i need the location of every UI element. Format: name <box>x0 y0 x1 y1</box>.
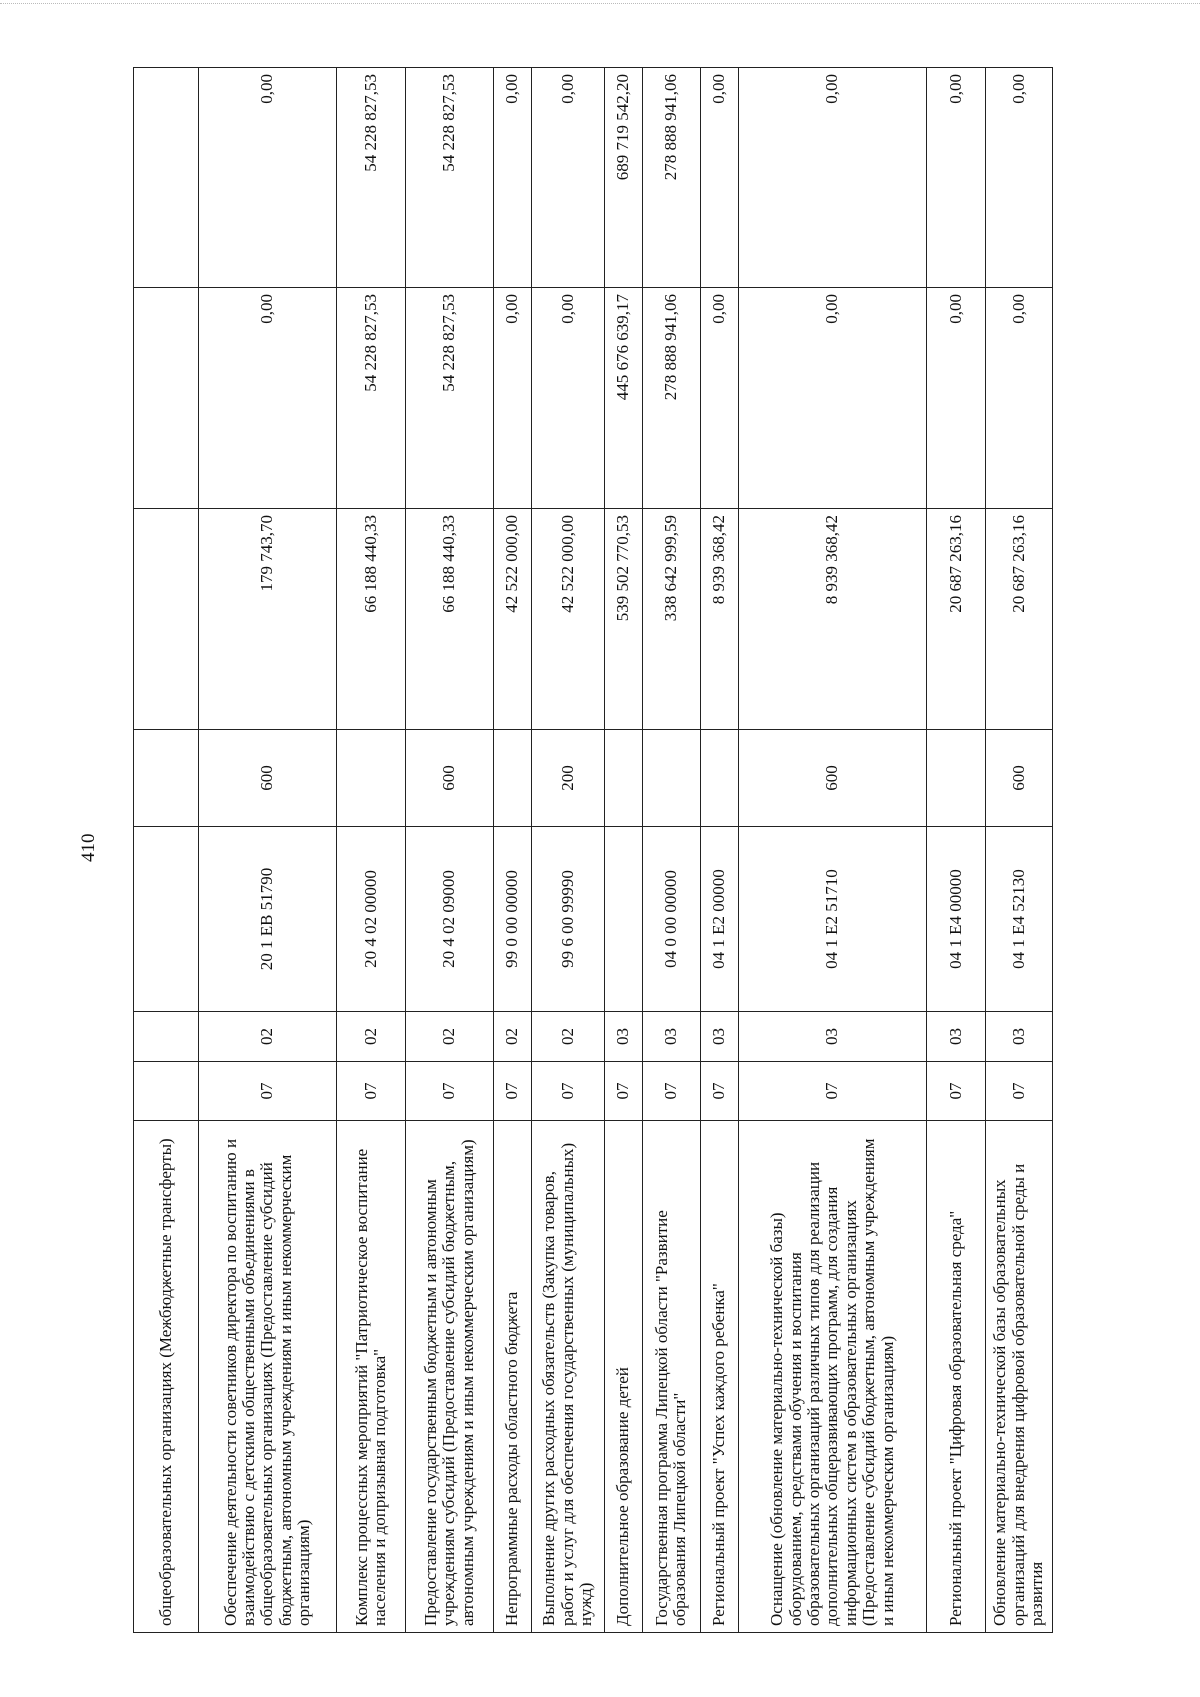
row-name-cell: Предоставление государственным бюджетным и автономным учреждениям субсидий (Предоставление субсидий бюджетным, автономным учреждениям и иным некоммерческим организациям) <box>406 1121 494 1633</box>
row-section-cell: 07 <box>701 1062 739 1121</box>
table-row <box>198 68 336 1633</box>
row-amount-year2-cell: 0,00 <box>985 288 1052 509</box>
table-row <box>642 68 701 1633</box>
row-amount-year3-cell: 689 719 542,20 <box>604 68 642 288</box>
row-expense-type-cell: 200 <box>531 730 604 827</box>
row-amount-year1-cell: 8 939 368,42 <box>701 509 739 730</box>
row-name-cell: Государственная программа Липецкой области "Развитие образования Липецкой области" <box>642 1121 701 1633</box>
row-amount-year3-cell: 0,00 <box>927 68 986 288</box>
row-name-cell: Региональный проект "Цифровая образовательная среда" <box>927 1121 986 1633</box>
row-subsection-cell <box>134 1012 199 1062</box>
row-amount-year3-cell: 0,00 <box>738 68 926 288</box>
row-section-cell <box>134 1062 199 1121</box>
row-expense-type-cell: 600 <box>406 730 494 827</box>
row-name-cell: Обеспечение деятельности советников директора по воспитанию и взаимодействию с детскими общественными объединениями в общеобразовательных организациях (Предоставление субсидий бюджетным, автономным учреждениям и иным некоммерческим организациям) <box>198 1121 336 1633</box>
row-name-cell: Дополнительное образование детей <box>604 1121 642 1633</box>
table-row <box>494 68 532 1633</box>
row-amount-year3-cell: 54 228 827,53 <box>337 68 406 288</box>
row-amount-year2-cell: 0,00 <box>531 288 604 509</box>
row-section-cell: 07 <box>494 1062 532 1121</box>
row-section-cell: 07 <box>198 1062 336 1121</box>
row-amount-year2-cell: 0,00 <box>198 288 336 509</box>
row-expense-type-cell <box>337 730 406 827</box>
row-amount-year2-cell: 54 228 827,53 <box>337 288 406 509</box>
table-row <box>134 68 199 1633</box>
row-subsection-cell: 02 <box>337 1012 406 1062</box>
table-body <box>134 68 1053 1633</box>
row-target-article-cell: 20 4 02 09000 <box>406 827 494 1012</box>
row-target-article-cell: 04 1 E4 52130 <box>985 827 1052 1012</box>
row-target-article-cell: 20 1 EB 51790 <box>198 827 336 1012</box>
row-subsection-cell: 02 <box>198 1012 336 1062</box>
row-target-article-cell <box>134 827 199 1012</box>
row-expense-type-cell: 600 <box>198 730 336 827</box>
row-amount-year1-cell: 42 522 000,00 <box>531 509 604 730</box>
row-subsection-cell: 02 <box>406 1012 494 1062</box>
row-section-cell: 07 <box>738 1062 926 1121</box>
table-row <box>531 68 604 1633</box>
row-name-cell: Комплекс процессных мероприятий "Патриотическое воспитание населения и допризывная подготовка" <box>337 1121 406 1633</box>
row-section-cell: 07 <box>337 1062 406 1121</box>
table-row <box>604 68 642 1633</box>
table-row <box>701 68 739 1633</box>
row-amount-year1-cell: 42 522 000,00 <box>494 509 532 730</box>
row-name-cell: Обновление материально-технической базы образовательных организаций для внедрения цифровой образовательной среды и развития <box>985 1121 1052 1633</box>
row-section-cell: 07 <box>531 1062 604 1121</box>
row-amount-year2-cell <box>134 288 199 509</box>
row-subsection-cell: 02 <box>531 1012 604 1062</box>
row-expense-type-cell <box>134 730 199 827</box>
row-amount-year2-cell: 0,00 <box>927 288 986 509</box>
row-section-cell: 07 <box>927 1062 986 1121</box>
row-amount-year1-cell: 66 188 440,33 <box>406 509 494 730</box>
row-subsection-cell: 03 <box>927 1012 986 1062</box>
row-name-cell: Региональный проект "Успех каждого ребенка" <box>701 1121 739 1633</box>
row-subsection-cell: 03 <box>642 1012 701 1062</box>
row-name-cell: Оснащение (обновление материально-технической базы) оборудованием, средствами обучения и воспитания образовательных организаций различных типов для реализации дополнительных общеразвивающих программ, для создания информационных систем в образовательных организациях (Предоставление субсидий бюджетным, автономным учреждениям и иным некоммерческим организациям) <box>738 1121 926 1633</box>
row-expense-type-cell: 600 <box>738 730 926 827</box>
row-amount-year3-cell: 0,00 <box>494 68 532 288</box>
table-row <box>985 68 1052 1633</box>
rotated-table-container <box>133 68 1053 1633</box>
row-amount-year1-cell: 338 642 999,59 <box>642 509 701 730</box>
row-target-article-cell: 04 1 E2 51710 <box>738 827 926 1012</box>
row-amount-year1-cell: 539 502 770,53 <box>604 509 642 730</box>
row-subsection-cell: 03 <box>701 1012 739 1062</box>
row-target-article-cell: 04 0 00 00000 <box>642 827 701 1012</box>
row-section-cell: 07 <box>604 1062 642 1121</box>
row-amount-year3-cell: 0,00 <box>198 68 336 288</box>
row-expense-type-cell <box>927 730 986 827</box>
row-expense-type-cell <box>642 730 701 827</box>
row-amount-year1-cell: 66 188 440,33 <box>337 509 406 730</box>
row-amount-year2-cell: 0,00 <box>701 288 739 509</box>
page-number: 410 <box>78 833 99 862</box>
row-name-cell: Выполнение других расходных обязательств (Закупка товаров, работ и услуг для обеспечения государственных (муниципальных) нужд) <box>531 1121 604 1633</box>
row-section-cell: 07 <box>406 1062 494 1121</box>
row-target-article-cell: 04 1 E4 00000 <box>927 827 986 1012</box>
row-amount-year3-cell: 0,00 <box>985 68 1052 288</box>
row-name-cell: общеобразовательных организациях (Межбюджетные трансферты) <box>134 1121 199 1633</box>
row-subsection-cell: 03 <box>738 1012 926 1062</box>
row-amount-year1-cell: 20 687 263,16 <box>927 509 986 730</box>
row-subsection-cell: 03 <box>604 1012 642 1062</box>
table-row <box>406 68 494 1633</box>
row-target-article-cell: 99 6 00 99990 <box>531 827 604 1012</box>
row-expense-type-cell <box>604 730 642 827</box>
row-amount-year2-cell: 0,00 <box>494 288 532 509</box>
row-amount-year3-cell: 54 228 827,53 <box>406 68 494 288</box>
scan-top-edge <box>0 3 1200 4</box>
row-amount-year1-cell: 179 743,70 <box>198 509 336 730</box>
row-amount-year3-cell: 0,00 <box>701 68 739 288</box>
row-subsection-cell: 02 <box>494 1012 532 1062</box>
row-target-article-cell: 20 4 02 00000 <box>337 827 406 1012</box>
table-row <box>337 68 406 1633</box>
row-section-cell: 07 <box>985 1062 1052 1121</box>
row-amount-year3-cell <box>134 68 199 288</box>
row-amount-year1-cell <box>134 509 199 730</box>
row-target-article-cell: 04 1 E2 00000 <box>701 827 739 1012</box>
row-section-cell: 07 <box>642 1062 701 1121</box>
row-amount-year2-cell: 445 676 639,17 <box>604 288 642 509</box>
row-expense-type-cell: 600 <box>985 730 1052 827</box>
row-target-article-cell <box>604 827 642 1012</box>
budget-table <box>133 67 1053 1633</box>
row-subsection-cell: 03 <box>985 1012 1052 1062</box>
table-row <box>738 68 926 1633</box>
row-expense-type-cell <box>701 730 739 827</box>
row-target-article-cell: 99 0 00 00000 <box>494 827 532 1012</box>
row-amount-year2-cell: 54 228 827,53 <box>406 288 494 509</box>
row-amount-year2-cell: 0,00 <box>738 288 926 509</box>
row-amount-year3-cell: 0,00 <box>531 68 604 288</box>
row-amount-year1-cell: 8 939 368,42 <box>738 509 926 730</box>
table-row <box>927 68 986 1633</box>
row-name-cell: Непрограммные расходы областного бюджета <box>494 1121 532 1633</box>
row-expense-type-cell <box>494 730 532 827</box>
row-amount-year2-cell: 278 888 941,06 <box>642 288 701 509</box>
row-amount-year3-cell: 278 888 941,06 <box>642 68 701 288</box>
row-amount-year1-cell: 20 687 263,16 <box>985 509 1052 730</box>
